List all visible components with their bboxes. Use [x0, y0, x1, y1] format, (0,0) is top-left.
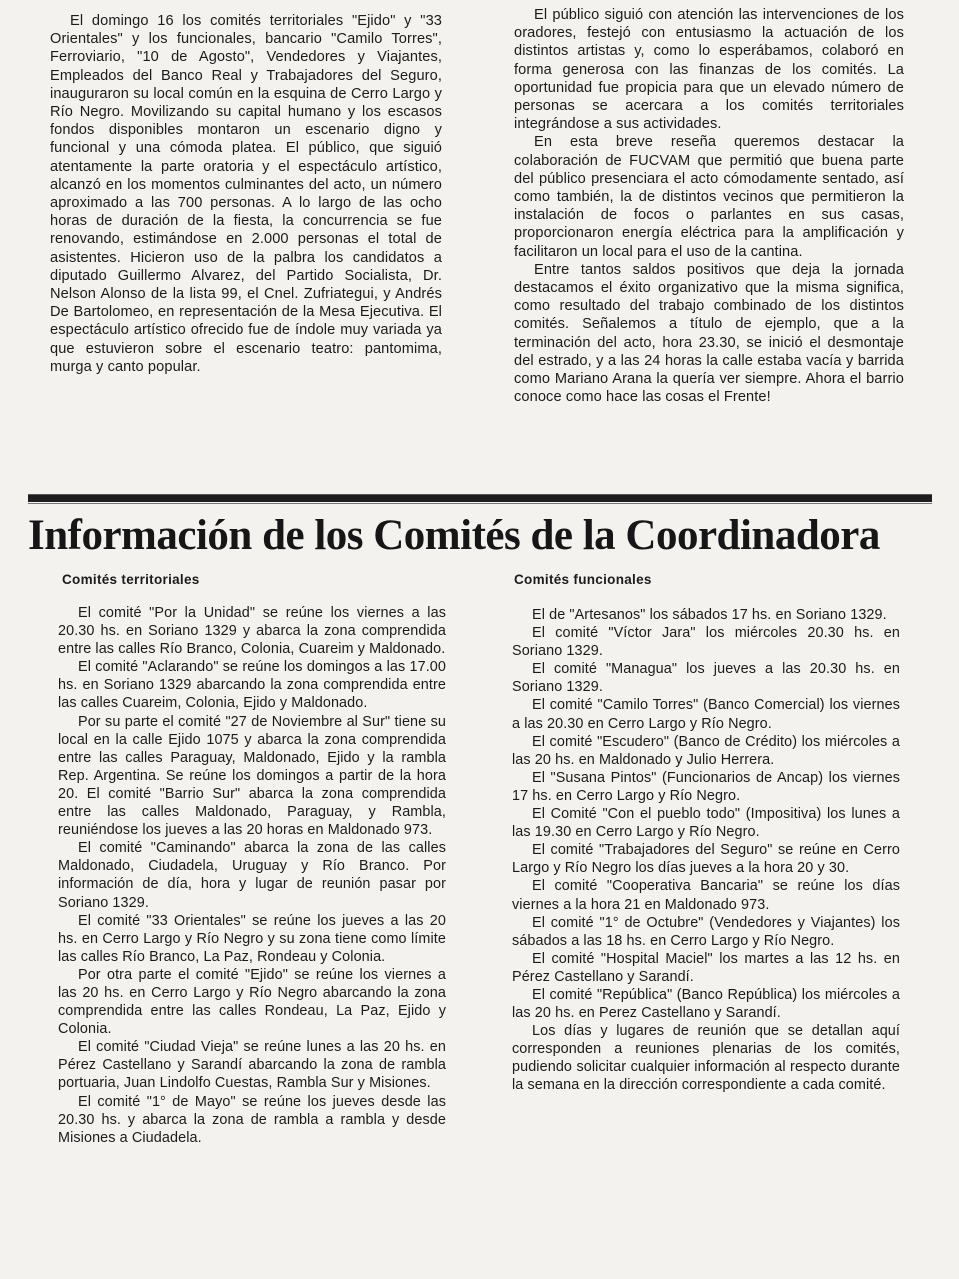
committee-entry: El comité "33 Orientales" se reúne los jueves a las 20 hs. en Cerro Largo y Río Negro y su zona tiene como límite las calles Río Branco, La Paz, Rondeau y Colonia. [58, 912, 446, 965]
territoriales-heading: Comités territoriales [62, 572, 200, 587]
committee-entry: Por su parte el comité "27 de Noviembre al Sur" tiene su local en la calle Ejido 1075 y abarca la zona comprendida entre las calles Paraguay, Maldonado, Ejido y la rambla Rep. Argentina. Se reúne los domingos a partir de la hora 20. El comité "Barrio Sur" abarca la zona comprendida entre las calles Maldonado, Paraguay, y Rambla, reuniéndose los jueves a las 20 horas en Maldonado 973. [58, 713, 446, 839]
article-top-left-column [50, 12, 442, 376]
article-top-right-column [514, 6, 904, 406]
article-paragraph: El domingo 16 los comités territoriales "Ejido" y "33 Orientales" y los funcionales, bancario "Camilo Torres", Ferroviario, "10 de Agosto", Vendedores y Viajantes, Empleados del Banco Real y Trabajadores del Seguro, inauguraron su local común en la esquina de Cerro Largo y Río Negro. Movilizando su capital humano y los escasos fondos disponibles montaron un escenario digno y funcional y una cómoda platea. El público, que siguió atentamente la parte oratoria y el espectáculo artístico, alcanzó en los momentos culminantes del acto, un número aproximado a las 700 personas. A lo largo de las ocho horas de duración de la fiesta, la concurrencia se fue renovando, estimándose en 2.000 personas el total de asistentes. Hicieron uso de la palbra los candidatos a diputado Guillermo Alvarez, del Partido Socialista, Dr. Nelson Alonso de la lista 99, el Cnel. Zufriategui, y Andrés De Bartolomeo, en representación de la Mesa Ejecutiva. El espectáculo artístico ofrecido fue de índole muy variada ya que estuvieron sobre el escenario teatro: pantomima, murga y canto popular. [50, 13, 442, 375]
committee-entry: El comité "1° de Mayo" se reúne los jueves desde las 20.30 hs. y abarca la zona de rambla a rambla y desde Misiones a Ciudadela. [58, 1093, 446, 1146]
committee-entry: El comité "Trabajadores del Seguro" se reúne en Cerro Largo y Río Negro los días jueves a la hora 20 y 30. [512, 842, 900, 877]
committee-entry: Los días y lugares de reunión que se detallan aquí corresponden a reuniones plenarias de los comités, pudiendo solicitar cualquier información al respecto durante la semana en la dirección correspondiente a cada comité. [512, 1023, 900, 1094]
committee-entry: El comité "Cooperativa Bancaria" se reúne los días viernes a la hora 21 en Maldonado 973. [512, 878, 900, 913]
funcionales-column [512, 606, 900, 1095]
committee-entry: El comité "Escudero" (Banco de Crédito) los miércoles a las 20 hs. en Maldonado y Julio Herrera. [512, 733, 900, 768]
committee-entry: El Comité "Con el pueblo todo" (Impositiva) los lunes a las 19.30 en Cerro Largo y Río Negro. [512, 806, 900, 841]
committee-entry: El de "Artesanos" los sábados 17 hs. en Soriano 1329. [532, 607, 887, 623]
territoriales-column [58, 604, 446, 1147]
article-paragraph: Entre tantos saldos positivos que deja la jornada destacamos el éxito organizativo que la misma significa, como resultado del trabajo combinado de los distintos comités. Señalemos a título de ejemplo, que a la terminación del acto, hora 23.30, se inició el desmontaje del estrado, y a las 24 horas la calle estaba vacía y barrida como Mariano Arana la quería ver siempre. Ahora el barrio conoce como hace las cosas el Frente! [514, 261, 904, 406]
committee-entry: El comité "Víctor Jara" los miércoles 20.30 hs. en Soriano 1329. [512, 625, 900, 660]
committee-entry: El comité "Hospital Maciel" los martes a las 12 hs. en Pérez Castellano y Sarandí. [512, 950, 900, 985]
committee-entry: Por otra parte el comité "Ejido" se reúne los viernes a las 20 hs. en Cerro Largo y Río Negro abarcando la zona comprendida entre las calles Rondeau, La Paz, Ejido y Colonia. [58, 966, 446, 1038]
section-divider-rule [28, 494, 932, 502]
committee-entry: El "Susana Pintos" (Funcionarios de Ancap) los viernes 17 hs. en Cerro Largo y Río Negro. [512, 769, 900, 804]
committee-entry: El comité "1° de Octubre" (Vendedores y Viajantes) los sábados a las 18 hs. en Cerro Largo y Río Negro. [512, 914, 900, 949]
committee-entry: El comité "Caminando" abarca la zona de las calles Maldonado, Ciudadela, Uruguay y Río Branco. Por información de día, hora y lugar de reunión pasar por Soriano 1329. [58, 840, 446, 911]
committee-entry: El comité "Ciudad Vieja" se reúne lunes a las 20 hs. en Pérez Castellano y Sarandí abarcando la zona de rambla portuaria, Juan Lindolfo Cuestas, Rambla Sur y Misiones. [58, 1039, 446, 1092]
article-paragraph: En esta breve reseña queremos destacar la colaboración de FUCVAM que permitió que buena parte del público presenciara el acto cómodamente sentado, así como también, la de distintos vecinos que permitieron la instalación de focos o parlantes en sus casas, proporcionaron energía eléctrica para la amplificación y facilitaron un local para el uso de la cantina. [514, 134, 904, 260]
committee-entry: El comité "Camilo Torres" (Banco Comercial) los viernes a las 20.30 en Cerro Largo y Río Negro. [512, 697, 900, 732]
section-divider-thin-rule [28, 503, 932, 504]
section-headline: Información de los Comités de la Coordinadora [28, 512, 880, 559]
committee-entry: El comité "Aclarando" se reúne los domingos a las 17.00 hs. en Soriano 1329 abarcando la zona comprendida entre las calles Cuareim, Colonia, Ejido y Maldonado. [58, 659, 446, 712]
article-paragraph: El público siguió con atención las intervenciones de los oradores, festejó con entusiasmo la actuación de los distintos artistas y, como lo esperábamos, colaboró en forma generosa con las finanzas de los comités. La oportunidad fue propicia para que un elevado número de personas se acercara a los comités territoriales integrándose a sus actividades. [514, 7, 904, 133]
committee-entry: El comité "Por la Unidad" se reúne los viernes a las 20.30 hs. en Soriano 1329 y abarca la zona comprendida entre las calles Río Branco, Colonia, Cuareim y Maldonado. [58, 605, 446, 658]
committee-entry: El comité "Managua" los jueves a las 20.30 hs. en Soriano 1329. [512, 661, 900, 696]
funcionales-heading: Comités funcionales [514, 572, 652, 587]
committee-entry: El comité "República" (Banco República) los miércoles a las 20 hs. en Perez Castellano y Sarandí. [512, 986, 900, 1022]
